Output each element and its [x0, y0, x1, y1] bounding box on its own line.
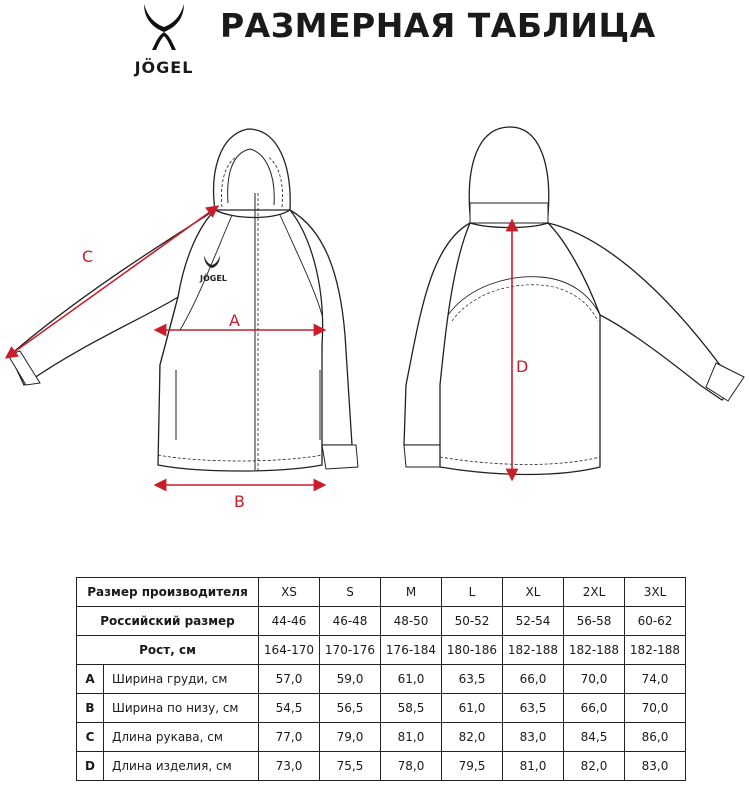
table-row-measure-c — [77, 723, 686, 752]
manufacturer-size-label: Размер производителя — [77, 578, 259, 607]
value-cell: 79,5 — [442, 752, 503, 781]
height-cell: 182-188 — [625, 636, 686, 665]
height-cell: 182-188 — [503, 636, 564, 665]
value-cell: 83,0 — [503, 723, 564, 752]
height-cell: 164-170 — [259, 636, 320, 665]
table-row-measure-a — [77, 665, 686, 694]
value-cell: 78,0 — [381, 752, 442, 781]
height-cell: 170-176 — [320, 636, 381, 665]
value-cell: 59,0 — [320, 665, 381, 694]
value-cell: 81,0 — [381, 723, 442, 752]
jacket-drawing — [0, 115, 749, 515]
brand-name: JÖGEL — [134, 58, 194, 77]
front-hood — [214, 129, 291, 210]
jacket-back — [404, 127, 744, 475]
row-letter: A — [77, 665, 104, 694]
value-cell: 74,0 — [625, 665, 686, 694]
row-label: Ширина по низу, см — [104, 694, 259, 723]
height-label: Рост, см — [77, 636, 259, 665]
height-cell: 182-188 — [564, 636, 625, 665]
marker-a: A — [229, 311, 240, 330]
russian-size-cell: 44-46 — [259, 607, 320, 636]
marker-d: D — [516, 357, 529, 376]
value-cell: 57,0 — [259, 665, 320, 694]
russian-size-cell: 50-52 — [442, 607, 503, 636]
russian-size-cell: 52-54 — [503, 607, 564, 636]
value-cell: 70,0 — [564, 665, 625, 694]
russian-size-cell: 46-48 — [320, 607, 381, 636]
value-cell: 86,0 — [625, 723, 686, 752]
russian-size-label: Российский размер — [77, 607, 259, 636]
value-cell: 83,0 — [625, 752, 686, 781]
marker-b: B — [234, 492, 245, 511]
value-cell: 81,0 — [503, 752, 564, 781]
brand-emblem-icon — [140, 2, 188, 52]
size-cell: XS — [259, 578, 320, 607]
value-cell: 82,0 — [564, 752, 625, 781]
value-cell: 56,5 — [320, 694, 381, 723]
russian-size-cell: 60-62 — [625, 607, 686, 636]
table-row-height — [77, 636, 686, 665]
row-label: Длина изделия, см — [104, 752, 259, 781]
value-cell: 82,0 — [442, 723, 503, 752]
value-cell: 79,0 — [320, 723, 381, 752]
marker-c: C — [82, 247, 94, 266]
size-cell: 2XL — [564, 578, 625, 607]
table-row-russian-size — [77, 607, 686, 636]
height-cell: 176-184 — [381, 636, 442, 665]
row-label: Длина рукава, см — [104, 723, 259, 752]
row-label: Ширина груди, см — [104, 665, 259, 694]
jacket-front — [8, 129, 358, 471]
size-cell: M — [381, 578, 442, 607]
value-cell: 63,5 — [442, 665, 503, 694]
brand-logo — [118, 2, 210, 82]
value-cell: 75,5 — [320, 752, 381, 781]
value-cell: 73,0 — [259, 752, 320, 781]
value-cell: 61,0 — [381, 665, 442, 694]
value-cell: 61,0 — [442, 694, 503, 723]
row-letter: B — [77, 694, 104, 723]
table-row-manufacturer-size — [77, 578, 686, 607]
russian-size-cell: 48-50 — [381, 607, 442, 636]
size-cell: 3XL — [625, 578, 686, 607]
row-letter: C — [77, 723, 104, 752]
table-row-measure-b — [77, 694, 686, 723]
value-cell: 66,0 — [503, 665, 564, 694]
size-cell: S — [320, 578, 381, 607]
back-hood — [469, 127, 548, 215]
height-cell: 180-186 — [442, 636, 503, 665]
table-row-measure-d — [77, 752, 686, 781]
size-table — [76, 577, 686, 781]
value-cell: 70,0 — [625, 694, 686, 723]
size-cell: XL — [503, 578, 564, 607]
value-cell: 77,0 — [259, 723, 320, 752]
value-cell: 54,5 — [259, 694, 320, 723]
chest-logo-text: JÖGEL — [200, 274, 227, 283]
value-cell: 66,0 — [564, 694, 625, 723]
value-cell: 84,5 — [564, 723, 625, 752]
value-cell: 58,5 — [381, 694, 442, 723]
row-letter: D — [77, 752, 104, 781]
russian-size-cell: 56-58 — [564, 607, 625, 636]
value-cell: 63,5 — [503, 694, 564, 723]
size-cell: L — [442, 578, 503, 607]
page-title: РАЗМЕРНАЯ ТАБЛИЦА — [220, 6, 656, 45]
